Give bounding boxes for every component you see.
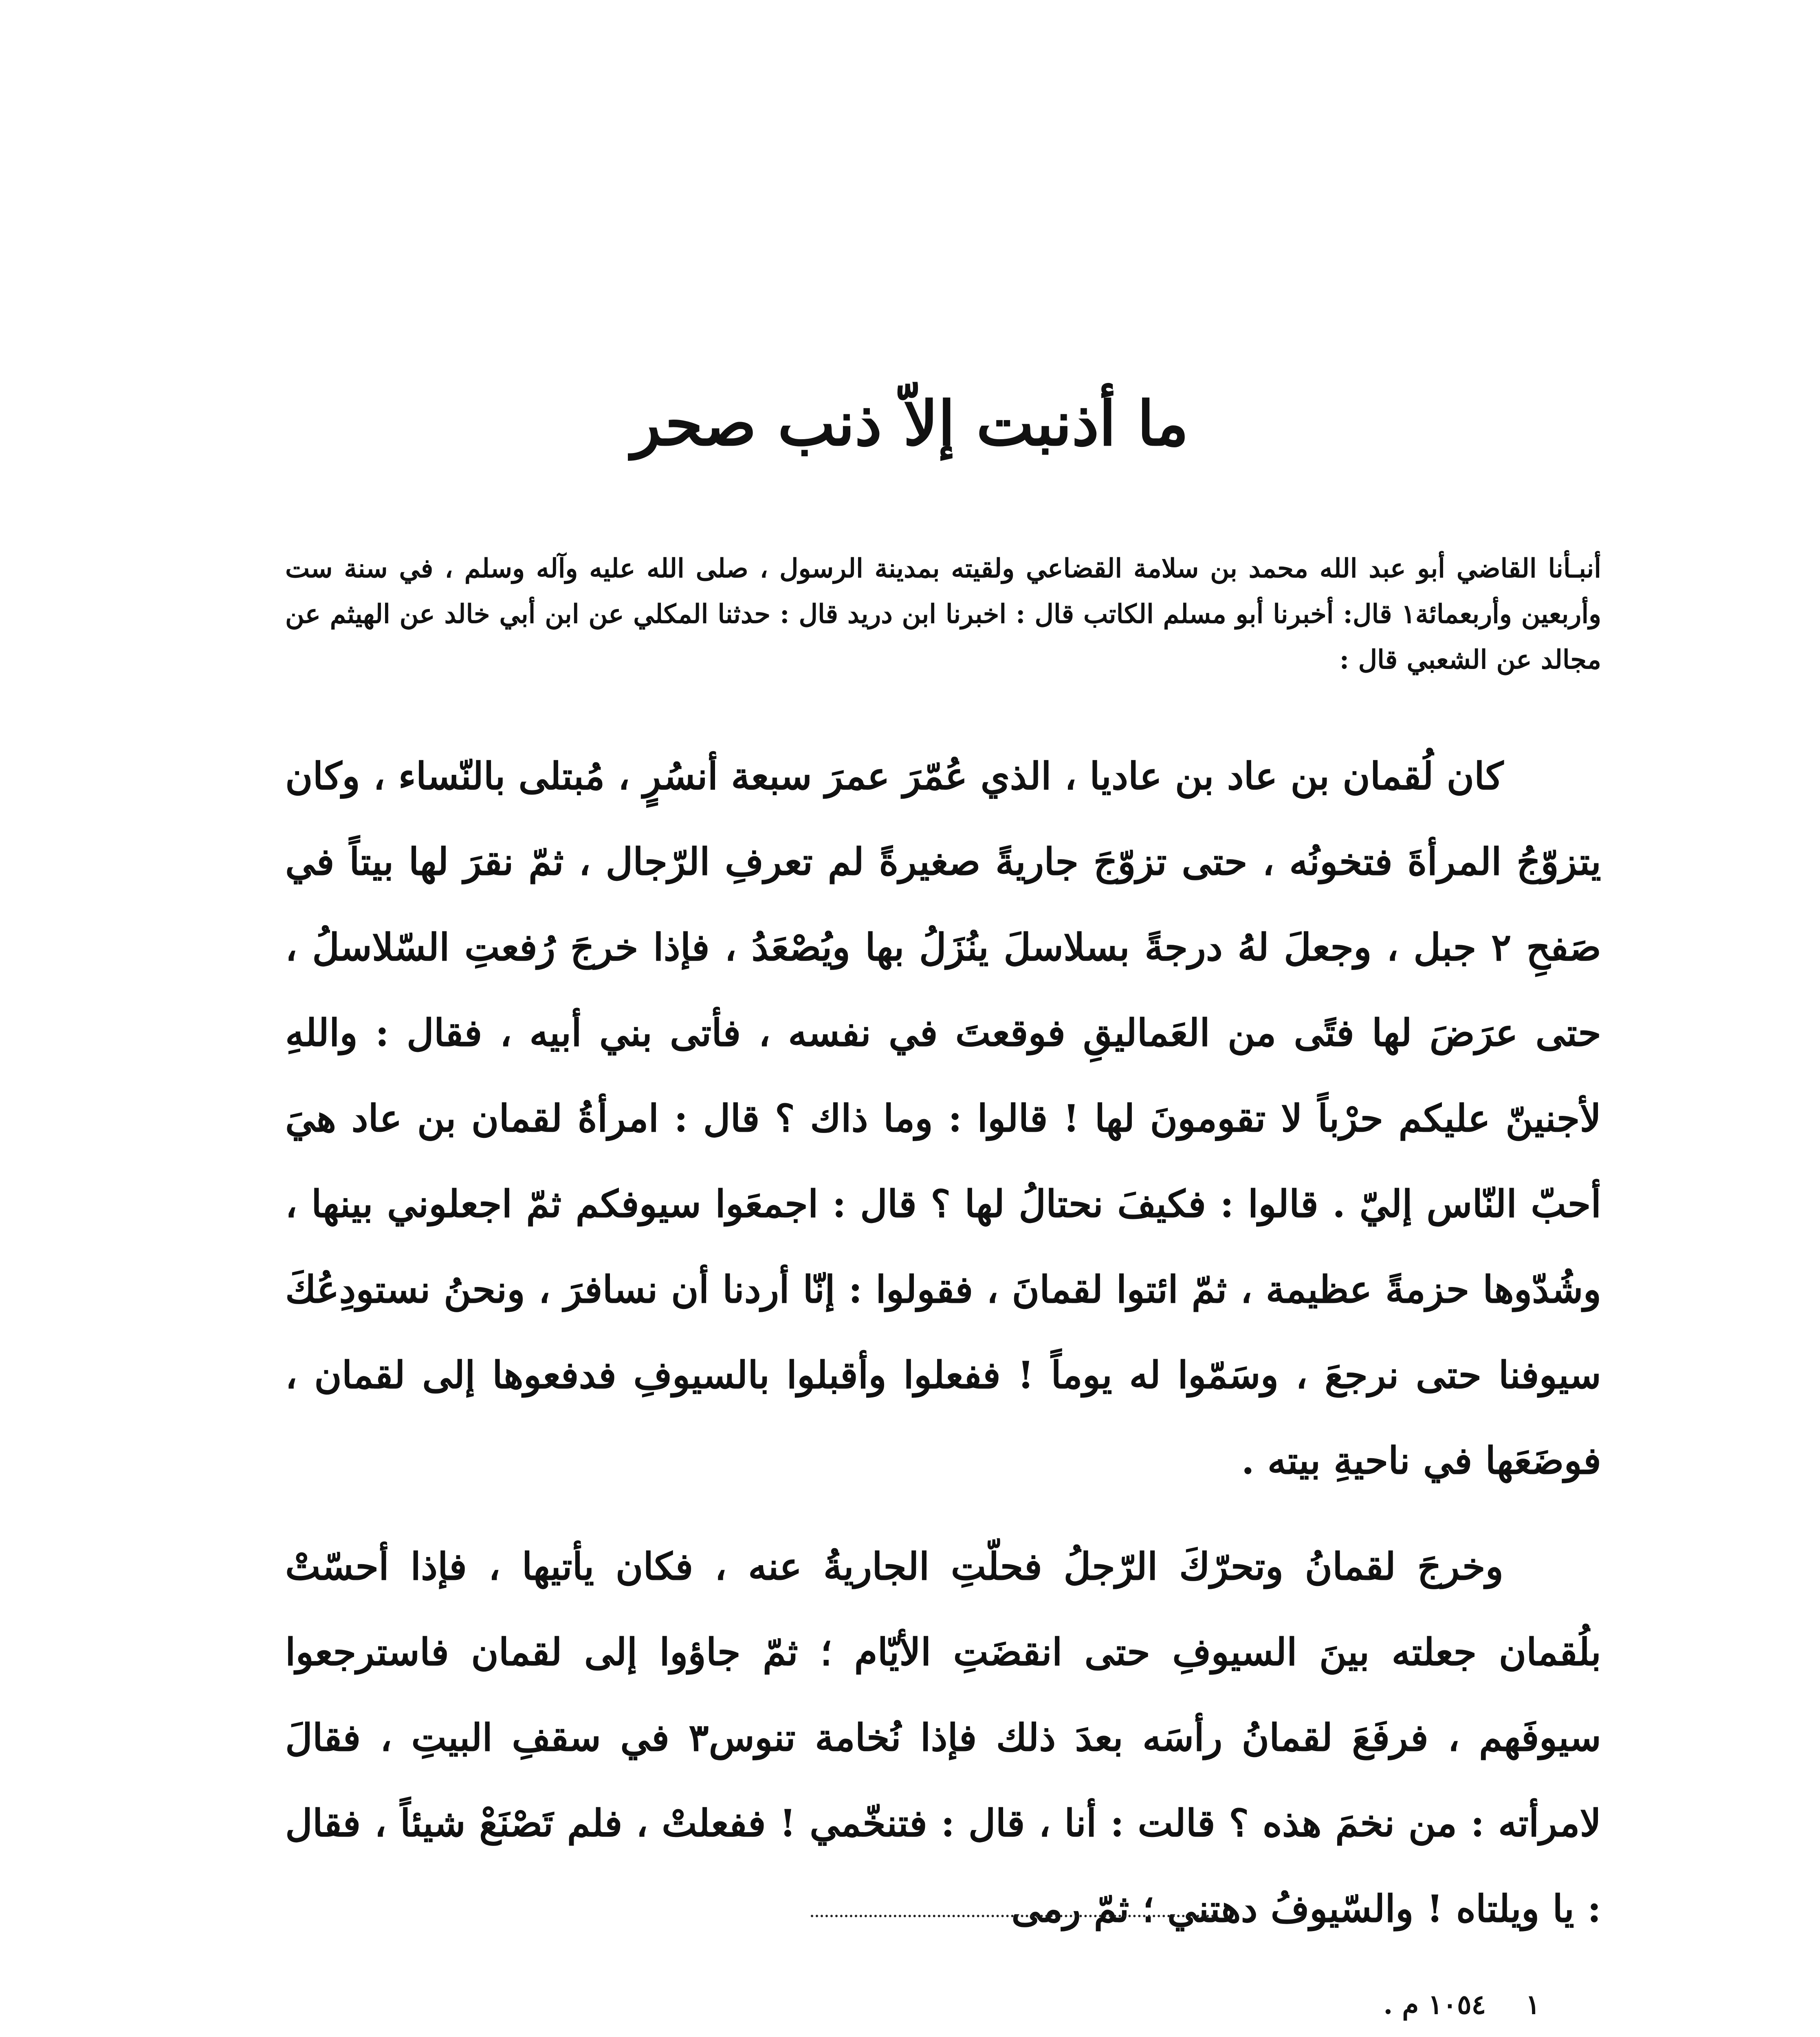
body-paragraph: كان لُقمان بن عاد بن عاديا ، الذي عُمّرَ عمرَ سبعة أنسُرٍ ، مُبتلى بالنّساء ، وكان يتزوّجُ المرأةَ فتخونُه ، حتى تزوّجَ جاريةً صغيرةً لم تعرفِ الرّجال ، ثمّ نقرَ لها بيتاً في صَفحِ ٢ جبل ، وجعلَ لهُ درجةً بسلاسلَ ينُزَلُ بها ويُصْعَدُ ، فإذا خرجَ رُفعتِ السّلاسلُ ، حتى عرَضَ لها فتًى من العَماليقِ فوقعتَ في نفسه ، فأتى بني أبيه ، فقال : واللهِ لأجنينّ عليكم حرْباً لا تقومونَ لها ! قالوا : وما ذاك ؟ قال : امرأةُ لقمان بن عاد هيَ أحبّ النّاس إليّ . قالوا : فكيفَ نحتالُ لها ؟ قال : اجمعَوا سيوفكم ثمّ اجعلوني بينها ، وشُدّوها حزمةً عظيمة ، ثمّ ائتوا لقمانَ ، فقولوا : إنّا أردنا أن نسافرَ ، ونحنُ نستودِعُكَ سيوفنا حتى نرجعَ ، وسَمّوا له يوماً ! ففعلوا وأقبلوا بالسيوفِ فدفعوها إلى لقمان ، فوضَعَها في ناحيةِ بيته .: [285, 754, 1601, 1483]
chain-of-narration: أنبـأنا القاضي أبو عبد الله محمد بن سلامة القضاعي ولقيته بمدينة الرسول ، صلى الله عليه وآله وسلم ، في سنة ست وأربعين وأربعمائة١ قال: أخبرنا أبو مسلم الكاتب قال : اخبرنا ابن دريد قال : حدثنا المكلي عن ابن أبي خالد عن الهيثم عن مجالد عن الشعبي قال :: [285, 553, 1602, 675]
footnote-number: ١: [1525, 1989, 1540, 2020]
chapter-title: ما أذنبت إلاّ ذنب صحر: [631, 388, 1189, 460]
footnote-divider: [811, 1915, 1214, 1917]
footnotes-list: [489, 1976, 1540, 2037]
body-paragraph: وخرجَ لقمانُ وتحرّكَ الرّجلُ فحلّتِ الجاريةُ عنه ، فكان يأتيها ، فإذا أحسّتْ بلُقمان جعلته بينَ السيوفِ حتى انقضَتِ الأيّام ؛ ثمّ جاؤوا إلى لقمان فاسترجعوا سيوفَهم ، فرفَعَ لقمانُ رأسَه بعدَ ذلك فإذا نُخامة تنوس٣ في سقفِ البيتِ ، فقالَ لامرأته : من نخمَ هذه ؟ قالت : أنا ، قال : فتنخّمي ! ففعلتْ ، فلم تَصْنَعْ شيئاً ، فقال : يا ويلتاه ! والسّيوفُ دهتني ؛ ثمّ رمى: [285, 1544, 1601, 1931]
footnote: [489, 1976, 1540, 2033]
footnote-text: ١٠٥٤ م .: [1383, 1989, 1486, 2020]
